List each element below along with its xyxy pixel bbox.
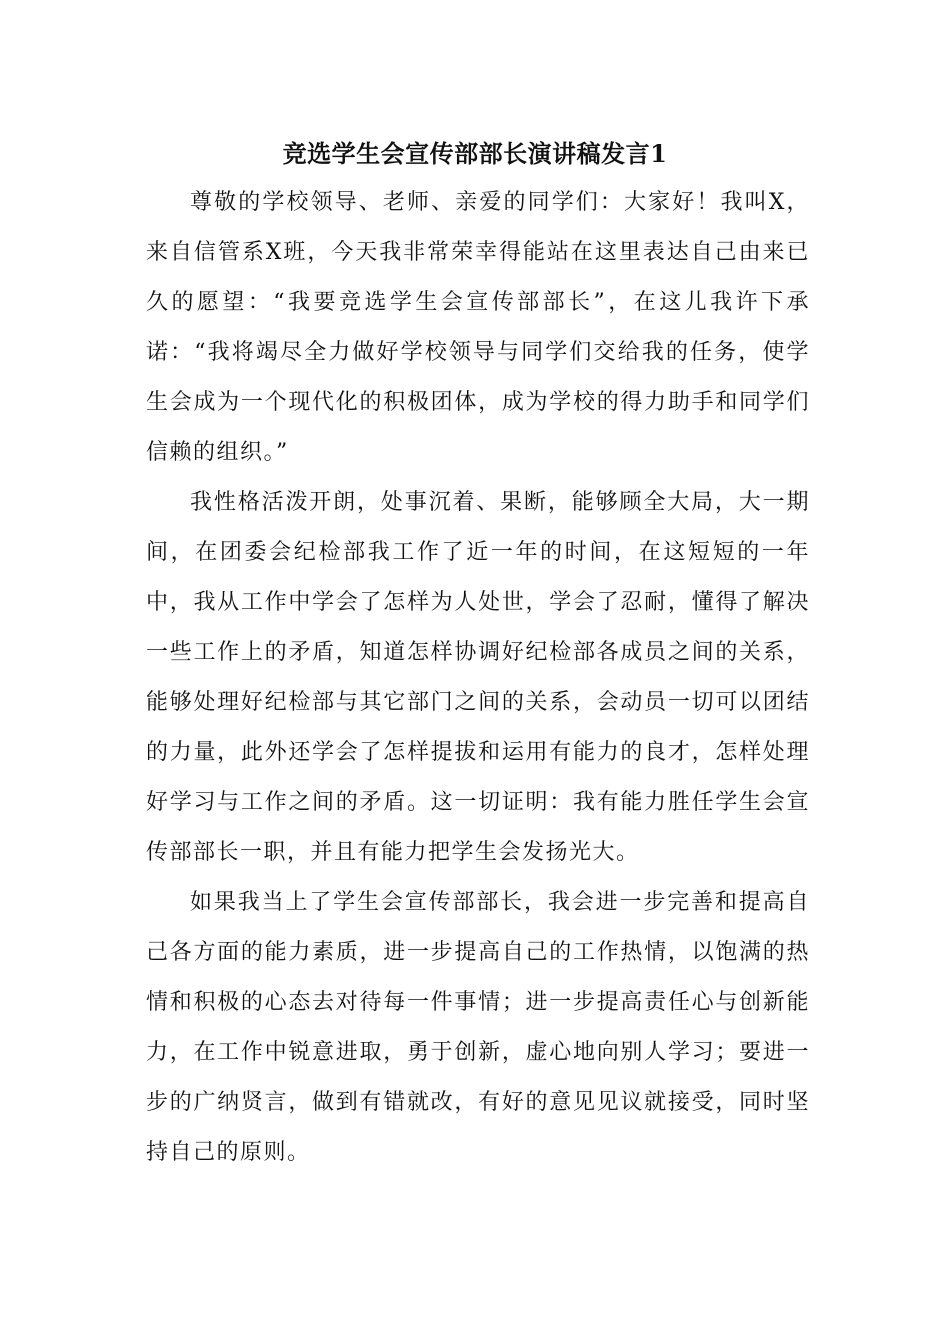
paragraph-plans: 如果我当上了学生会宣传部部长，我会进一步完善和提高自己各方面的能力素质，进一步提高自己的工作热情，以饱满的热情和积极的心态去对待每一件事情；进一步提高责任心与创新能力，在工作中锐意进取，勇于创新，虚心地向别人学习；要进一步的广纳贤言，做到有错就改，有好的意见见议就接受，同时坚持自己的原则。 bbox=[146, 890, 810, 1165]
document-title: 竞选学生会宣传部部长演讲稿发言1 bbox=[282, 139, 668, 168]
document-body bbox=[146, 178, 810, 1178]
paragraph-greeting: 尊敬的学校领导、老师、亲爱的同学们：大家好！我叫X，来自信管系X班，今天我非常荣幸得能站在这里表达自己由来已久的愿望：“我要竞选学生会宣传部部长”，在这儿我许下承诺：“我将竭尽全力做好学校领导与同学们交给我的任务，使学生会成为一个现代化的积极团体，成为学校的得力助手和同学们信赖的组织。” bbox=[146, 190, 810, 465]
paragraph-experience: 我性格活泼开朗，处事沉着、果断，能够顾全大局，大一期间，在团委会纪检部我工作了近一年的时间，在这短短的一年中，我从工作中学会了怎样为人处世，学会了忍耐，懂得了解决一些工作上的矛盾，知道怎样协调好纪检部各成员之间的关系，能够处理好纪检部与其它部门之间的关系，会动员一切可以团结的力量，此外还学会了怎样提拔和运用有能力的良才，怎样处理好学习与工作之间的矛盾。这一切证明：我有能力胜任学生会宣传部部长一职，并且有能力把学生会发扬光大。 bbox=[146, 490, 810, 865]
